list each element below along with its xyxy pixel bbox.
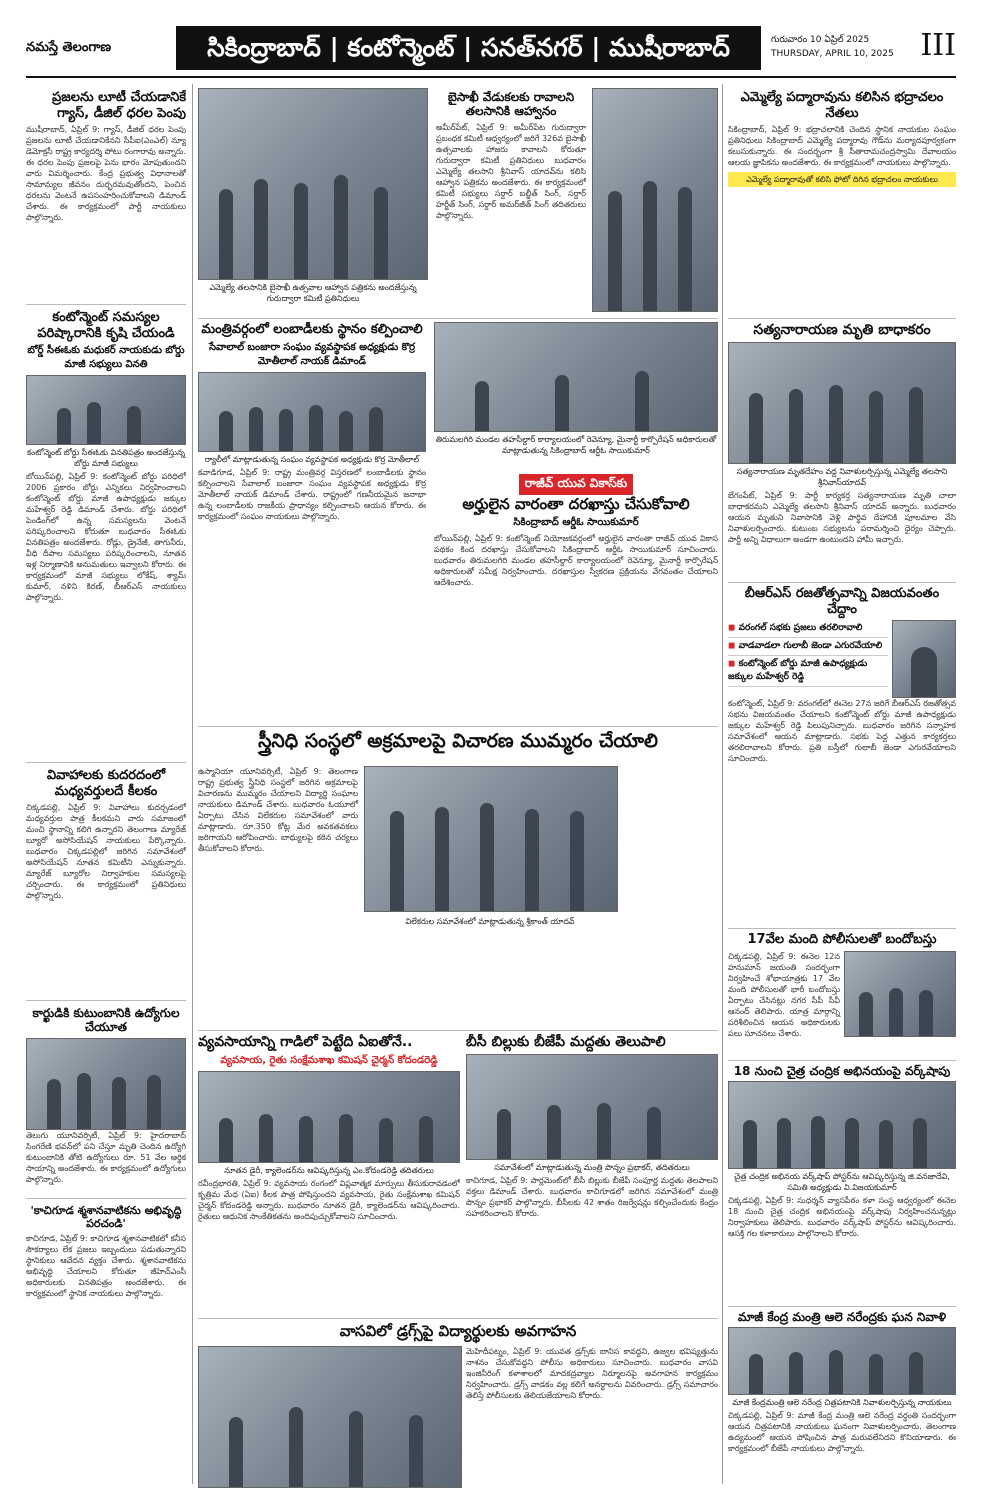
story-divider: [26, 1198, 186, 1199]
photo-caption: విలేకరుల సమావేశంలో మాట్లాడుతున్న శ్రీకాంత్ యాదవ్: [405, 917, 575, 926]
story-marriage: [26, 768, 186, 998]
story-drugs: [198, 1322, 718, 1488]
story-padmarao-photo: [592, 88, 718, 313]
headline: వివాహాలకు కుదరదంలో మధ్యవర్తులదే కీలకం: [46, 768, 166, 799]
photo: [466, 1054, 718, 1160]
headline: వ్యవసాయాన్ని గాడిలో పెట్టేది ఏఐతోనే..: [198, 1034, 413, 1050]
headline: బైసాఖీ వేడుకలకు రావాలని తలసానికి ఆహ్వానం: [447, 90, 575, 119]
story-body: చిక్కడపల్లి, ఏప్రిల్ 9: సుధర్శన్ వ్యాసపీఠం కళా సంస్థ ఆధ్వర్యంలో ఈనెల 18 నుంచి చైత్ర చంద్రిక అభినయంపై వర్క్‌షాపు నిర్వహించనున్నట్లు నిర్వాహకులు తెలిపారు. బుధవారం వర్క్‌షాప్ పోస్టర్‌ను ఆవిష్కరించారు. ఆసక్తి గల కళాకారులు పాల్గొనాలని కోరారు.: [728, 1196, 956, 1239]
story-gas-prices: [26, 90, 186, 300]
photo-caption: చైత్ర చంద్రిక అభినయ వర్క్‌షాప్ పోస్టర్‌ను ఆవిష్కరిస్తున్న జి.వనజాదేవి, సమితి అధ్యక్షుడు వి.విజయకుమార్: [734, 1172, 950, 1193]
bullet-item: ◼ వాడవాడలా గులాబీ జెండా ఎగురవేయాలి: [728, 638, 888, 656]
story-karkkudi: [26, 1006, 186, 1196]
story-agri: [198, 1034, 460, 1314]
photo-caption: సత్యనారాయణ మృతదేహం వద్ద నివాళులర్పిస్తున్న ఎమ్మెల్యే తలసాని శ్రీనివాస్‌యాదవ్: [736, 466, 948, 487]
story-body: కంటోన్మెంట్, ఏప్రిల్ 9: వరంగల్‌లో ఈనెల 27న జరిగే బీఆర్ఎస్ రజతోత్సవ సభను విజయవంతం చేయాలని కంటోన్మెంట్ బోర్డు మాజీ ఉపాధ్యక్షుడు జక్కుల మహేశ్వర్ రెడ్డి పిలుపునిచ్చారు. బుధవారం జరిగిన సన్నాహక సమావేశంలో ఆయన మాట్లాడారు. సభకు పెద్ద ఎత్తున కార్యకర్తలు తరలిరావాలని కోరారు. ప్రతి బస్తీలో గులాబీ జెండా ఎగురవేయాలని సూచించారు.: [728, 699, 956, 764]
photo-caption: ఎమ్మెల్యే పద్మారావుతో కలిసి ఫోటో దిగిన భద్రాచలం నాయకులు: [728, 172, 956, 187]
story-divider: [728, 928, 956, 929]
date-english: THURSDAY, APRIL 10, 2025: [771, 49, 894, 59]
story-divider: [26, 762, 186, 763]
story-body: కాచిగూడ, ఏప్రిల్ 9: కాచిగూడ శ్మశానవాటికలో కనీస సౌకర్యాలు లేక ప్రజలు ఇబ్బందులు పడుతున్నారని స్థానికులు ఆవేదన వ్యక్తం చేశారు. శ్మశానవాటికను అభివృద్ధి చేయాలని కోరుతూ జీహెచ్ఎంసీ అధికారులకు వినతిపత్రం అందజేశారు. ఈ కార్యక్రమంలో స్థానిక నాయకులు పాల్గొన్నారు.: [26, 1234, 186, 1299]
story-body: చిక్కడపల్లి, ఏప్రిల్ 9: మాజీ కేంద్ర మంత్రి ఆలె నరేంద్ర వర్ధంతి సందర్భంగా ఆయన చిత్రపటానికి నాయకులు ఘనంగా నివాళులర్పించారు. తెలంగాణ ఉద్యమంలో ఆయన పోషించిన పాత్ర మరువలేనిదని కొనియాడారు. ఈ కార్యక్రమంలో బీజేపీ నాయకులు పాల్గొన్నారు.: [728, 1411, 956, 1454]
story-baisakhi-photo: [198, 88, 428, 313]
masthead-rule: [26, 76, 956, 78]
story-srinidhi: [198, 730, 718, 1028]
photo-caption: కంటోన్మెంట్ బోర్డు సీఈఓకు వినతిపత్రం అందజేస్తున్న బోర్డు మాజీ సభ్యులు: [27, 448, 185, 469]
headline: 18 నుంచి చైత్ర చంద్రిక అభినయంపై వర్క్‌షాపు: [733, 1064, 951, 1078]
photo-caption: తిరుమలగిరి మండల తహసీల్దార్ కార్యాలయంలో రెవెన్యూ, మైనార్టీ కార్పొరేషన్ అధికారులతో మాట్లాడుతున్న సికింద్రాబాద్ ఆర్డీఓ సాయికుమార్: [435, 435, 717, 455]
headline: స్త్రీనిధి సంస్థలో అక్రమాలపై విచారణ ముమ్మరం చేయాలి: [258, 730, 658, 752]
story-body: చిక్కడపల్లి, ఏప్రిల్ 9: ఈనెల 12న హనుమాన్ జయంతి సందర్భంగా నిర్వహించే శోభాయాత్రకు 17 వేల మంది పోలీసులతో భారీ బందోబస్తు ఏర్పాటు చేసినట్లు నగర సీపీ సీవీ ఆనంద్ తెలిపారు. యాత్ర మార్గాన్ని పరిశీలించిన ఆయన అధికారులకు పలు సూచనలు చేశారు.: [728, 951, 840, 1038]
subheadline: వ్యవసాయ, రైతు సంక్షేమశాఖ కమిషన్ చైర్మన్ కోదండరెడ్డి: [220, 1054, 438, 1066]
headline: కార్ఖుడికి కుటుంబానికి ఉద్యోగుల చేయూత: [32, 1006, 180, 1035]
headline: సత్యనారాయణ మృతి బాధాకరం: [753, 322, 931, 338]
story-body: కాచిగూడ, ఏప్రిల్ 9: పార్లమెంట్‌లో బీసీ బిల్లుకు బీజేపీ సంపూర్ణ మద్దతు తెలపాలని వక్తలు డిమాండ్ చేశారు. బుధవారం కాచిగూడలో జరిగిన సమావేశంలో మంత్రి పొన్నం ప్రభాకర్ పాల్గొన్నారు. బీసీలకు 42 శాతం రిజర్వేషన్లు కల్పించేందుకు కేంద్రం సహకరించాలని కోరారు.: [466, 1175, 718, 1218]
headline: 'కాచిగూడ శ్మశానవాటికను అభివృద్ధి పరచండి': [30, 1204, 182, 1231]
story-cantonment: [26, 310, 186, 760]
headline: అర్హులైన వారంతా దరఖాస్తు చేసుకోవాలి: [462, 495, 690, 513]
headline: వాసవిలో డ్రగ్స్‌పై విద్యార్థులకు అవగాహన: [339, 1322, 577, 1340]
story-body: అమీర్‌పేట్, ఏప్రిల్ 9: అమీర్‌పేట గురుద్వారా ప్రబంధక కమిటీ ఆధ్వర్యంలో జరిగే 326వ బైసాఖీ ఉత్సవాలకు హాజరు కావాలని కోరుతూ గురుద్వారా కమిటీ ప్రతినిధులు బుధవారం ఎమ్మెల్యే తలసాని శ్రీనివాస్ యాదవ్‌ను కలిసి ఆహ్వాన పత్రికను అందజేశారు. ఈ కార్యక్రమంలో కమిటీ సభ్యులు సర్దార్ బల్జీత్ సింగ్, సర్దార్ హర్జీత్ సింగ్, సర్దార్ అమర్‌జీత్ సింగ్ తదితరులు పాల్గొన్నారు.: [436, 122, 586, 220]
story-body: బోయిన్‌పల్లి, ఏప్రిల్ 9: కంటోన్మెంట్ బోర్డు పరిధిలో 2006 ప్రకారం బోర్డు ఎన్నికలు నిర్వహించాలని కంటోన్మెంట్ బోర్డు మాజీ ఉపాధ్యక్షుడు జక్కుల మహేశ్వర్ రెడ్డి డిమాండ్ చేశారు. బోర్డు పరిధిలో పెండింగ్‌లో ఉన్న సమస్యలను వెంటనే పరిష్కరించాలని కోరుతూ బుధవారం సీఈఓకు వినతిపత్రం అందజేశారు. రోడ్లు, డ్రైనేజీ, తాగునీరు, వీధి దీపాల సమస్యలు పరిష్కరించాలని, నూతన ఇళ్ల నిర్మాణానికి అనుమతులు ఇవ్వాలని కోరారు. ఈ కార్యక్రమంలో మాజీ సభ్యులు లోకేష్, శ్యామ్ కుమార్, నళిని కిరణ్, బీఆర్ఎస్ నాయకులు పాల్గొన్నారు.: [26, 472, 186, 603]
bullet-item: ◼ వరంగల్ సభకు ప్రజలు తరలిరావాలి: [728, 620, 888, 638]
story-divider: [26, 1000, 186, 1001]
story-body: ఉస్మానియా యూనివర్సిటీ, ఏప్రిల్ 9: తెలంగాణ రాష్ట్ర ప్రభుత్వ స్త్రీనిధి సంస్థలో జరిగిన అక్రమాలపై విచారణను ముమ్మరం చేయాలని విద్యార్థి సంఘాల నాయకులు డిమాండ్ చేశారు. బుధవారం ఓయూలో ఏర్పాటు చేసిన విలేకరుల సమావేశంలో వారు మాట్లాడారు. రూ.350 కోట్ల మేర అవకతవకలు జరిగాయని ఆరోపించారు. బాధ్యులపై కఠిన చర్యలు తీసుకోవాలని కోరారు.: [198, 767, 358, 853]
photo: [198, 1346, 462, 1488]
date-block: [771, 33, 894, 61]
story-body: బేగంపేట్, ఏప్రిల్ 9: పార్టీ కార్యకర్త సత్యనారాయణ మృతి చాలా బాధాకరమని ఎమ్మెల్యే తలసాని శ్రీనివాస్ యాదవ్ అన్నారు. బుధవారం ఆయన మృతుని నివాసానికి వెళ్లి పార్థివ దేహానికి పూలమాల వేసి నివాళులర్పించారు. కుటుంబ సభ్యులను పరామర్శించి ధైర్యం చెప్పారు. పార్టీ అన్ని విధాలుగా అండగా ఉంటుందని హామీ ఇచ్చారు.: [728, 490, 956, 544]
story-divider: [728, 1306, 956, 1307]
story-body: సికింద్రాబాద్, ఏప్రిల్ 9: భద్రాచలానికి చెందిన స్థానిక నాయకుల సంఘం ప్రతినిధులు సికింద్రాబాద్ ఎమ్మెల్యే పద్మారావు గౌడ్‌ను మర్యాదపూర్వకంగా కలుసుకున్నారు. ఈ సందర్భంగా శ్రీ సీతారామచంద్రస్వామి దేవాలయం ఆలయ జ్ఞాపికను అందజేశారు. ఈ కార్యక్రమంలో నాయకులు పాల్గొన్నారు.: [728, 125, 956, 168]
headline: ప్రజలను లూటీ చేయడానికే గ్యాస్, డీజిల్ ధరల పెంపు: [52, 90, 186, 121]
photo-caption: నూతన డైరీ, క్యాలెండర్‌ను ఆవిష్కరిస్తున్న ఎం.కోదండరెడ్డి తదితరులు: [224, 1165, 434, 1175]
headline: 17వేల మంది పోలీసులతో బందోబస్తు: [747, 932, 937, 947]
kicker: రాజీవ్ యువ వికాస్‌కు: [519, 474, 633, 495]
story-bc: [466, 1034, 718, 1314]
story-divider: [198, 726, 718, 727]
subheadline: బోర్డ్ సీఈఓకు మధుకర్ నాయకుడు బోర్డు మాజీ సభ్యులు వినతి: [27, 345, 185, 371]
subheadline: సేవాలాల్ బంజారా సంఘం వ్యవస్థాపక అధ్యక్షుడు కొర్ర మోతీలాల్ నాయక్ డిమాండ్: [209, 341, 415, 367]
photo: [198, 1071, 460, 1163]
story-divider: [198, 318, 718, 319]
story-divider: [198, 1318, 718, 1319]
story-lambadi: [198, 322, 426, 722]
story-police: [728, 932, 956, 1058]
story-brs: [728, 586, 956, 926]
story-body: కవాడిగూడ, ఏప్రిల్ 9: రాష్ట్ర మంత్రివర్గ విస్తరణలో లంబాడీలకు స్థానం కల్పించాలని సేవాలాల్ బంజారా సంఘం వ్యవస్థాపక అధ్యక్షుడు కొర్ర మోతీలాల్ నాయక్ డిమాండ్ చేశారు. రాష్ట్రంలో గణనీయమైన జనాభా ఉన్న లంబాడీలకు రాజకీయ ప్రాధాన్యం కల్పించాలని ఆయన కోరారు. ఈ కార్యక్రమంలో సంఘం నాయకులు పాల్గొన్నారు.: [198, 467, 426, 521]
story-divider: [728, 1060, 956, 1061]
photo: [728, 1081, 956, 1169]
photo: [198, 88, 428, 280]
story-tahsildar-photo: [434, 322, 718, 470]
photo-caption: ర్యాలీలో మాట్లాడుతున్న సంఘం వ్యవస్థాపక అధ్యక్షుడు కొర్ర మోతీలాల్: [204, 454, 420, 464]
story-chitra: [728, 1064, 956, 1304]
story-body: మెహిదీపట్నం, ఏప్రిల్ 9: యువత డ్రగ్స్‌కు బానిస కావద్దని, ఉజ్వల భవిష్యత్తును నాశనం చేసుకోవద్దని పోలీసు అధికారులు సూచించారు. బుధవారం వాసవి ఇంజినీరింగ్ కళాశాలలో మాదకద్రవ్యాల నిర్మూలనపై అవగాహన కార్యక్రమం నిర్వహించారు. డ్రగ్స్ వాడకం వల్ల కలిగే అనర్థాలను వివరించారు. డ్రగ్స్ సమాచారం తెలిస్తే పోలీసులకు తెలియజేయాలని కోరారు.: [466, 1347, 718, 1400]
photo-caption: సమావేశంలో మాట్లాడుతున్న మంత్రి పొన్నం ప్రభాకర్, తదితరులు: [494, 1162, 690, 1172]
photo-caption: మాజీ కేంద్రమంత్రి ఆలె నరేంద్ర చిత్రపటానికి నివాళులర్పిస్తున్న నాయకులు: [732, 1398, 952, 1408]
masthead: [26, 26, 956, 70]
photo: [728, 342, 956, 464]
photo: [364, 766, 618, 912]
headline: బీసీ బిల్లుకు బీజేపీ మద్దతు తెలుపాలి: [466, 1034, 666, 1050]
story-baisakhi: [436, 90, 586, 310]
headline: ఎమ్మెల్యే పద్మారావును కలిసిన భద్రాచలం నేతలు: [740, 90, 944, 121]
story-tribute: [728, 1310, 956, 1488]
section-title: సికింద్రాబాద్ | కంటోన్మెంట్ | సనత్‌నగర్ | ముషీరాబాద్: [176, 26, 761, 70]
story-body: తెలుగు యూనివర్సిటీ, ఏప్రిల్ 9: హైదరాబాద్ సింగరేణి భవన్‌లో పని చేస్తూ మృతి చెందిన ఉద్యోగి కుటుంబానికి తోటి ఉద్యోగులు రూ. 51 వేల ఆర్థిక సాయాన్ని అందజేశారు. ఈ కార్యక్రమంలో ఉద్యోగులు పాల్గొన్నారు.: [26, 1130, 186, 1184]
photo: [844, 951, 956, 1037]
story-body: ముషీరాబాద్, ఏప్రిల్ 9: గ్యాస్, డీజిల్ ధరల పెంపు ప్రజలను లూటీ చేయడానికేనని సీపీఐ(ఎంఎల్) న్యూ డెమోక్రసీ రాష్ట్ర కార్యదర్శి పోటు రంగారావు అన్నారు. ఈ ధరల పెంపు ప్రజలపై పెను భారం మోపుతుందని వారు విమర్శించారు. కేంద్ర ప్రభుత్వ విధానాలతో సామాన్యుల జీవనం దుర్భరమవుతోందని, పెంచిన ధరలను వెంటనే ఉపసంహరించుకోవాలని డిమాండ్ చేశారు. ఈ కార్యక్రమంలో పార్టీ నాయకులు పాల్గొన్నారు.: [26, 125, 186, 223]
photo: [198, 372, 426, 452]
story-rajiv: [434, 472, 718, 722]
subheadline: సికింద్రాబాద్ ఆర్డీఓ సాయికుమార్: [513, 517, 639, 528]
headline: బీఆర్ఎస్ రజతోత్సవాన్ని విజయవంతం చేద్దాం: [744, 586, 940, 617]
photo: [26, 1038, 186, 1130]
headline: మంత్రివర్గంలో లంబాడీలకు స్థానం కల్పించాలి: [201, 322, 423, 337]
story-divider: [728, 318, 956, 319]
headline: మాజీ కేంద్ర మంత్రి ఆలె నరేంద్రకు ఘన నివాళి: [737, 1310, 947, 1324]
story-satyanarayana: [728, 322, 956, 580]
story-body: బోయిన్‌పల్లి, ఏప్రిల్ 9: కంటోన్మెంట్ నియోజకవర్గంలో అర్హులైన వారంతా రాజీవ్ యువ వికాస పథకం కింద దరఖాస్తు చేసుకోవాలని సికింద్రాబాద్ ఆర్డీఓ సాయికుమార్ సూచించారు. బుధవారం తిరుమలగిరి మండల తహసీల్దార్ కార్యాలయంలో రెవెన్యూ, మైనార్టీ కార్పొరేషన్ అధికారులతో సమీక్ష నిర్వహించారు. దరఖాస్తుల స్వీకరణ ప్రక్రియను వేగవంతం చేయాలని ఆదేశించారు.: [434, 534, 718, 587]
photo: [592, 88, 718, 312]
story-divider: [728, 582, 956, 583]
photo: [728, 1327, 956, 1395]
story-kachiguda: [26, 1204, 186, 1484]
page-number: III: [920, 28, 956, 63]
photo-caption: ఎమ్మెల్యే తలసానికి బైసాఖీ ఉత్సవాల ఆహ్వాన పత్రికను అందజేస్తున్న గురుద్వారా కమిటీ ప్రతినిధులు: [209, 283, 417, 303]
story-body: రవీంద్రభారతి, ఏప్రిల్ 9: వ్యవసాయ రంగంలో విప్లవాత్మక మార్పులు తీసుకురావడంలో కృత్రిమ మేధ (ఏఐ) కీలక పాత్ర పోషిస్తుందని వ్యవసాయ, రైతు సంక్షేమశాఖ కమిషన్ చైర్మన్ కోదండరెడ్డి అన్నారు. బుధవారం నూతన డైరీ, క్యాలెండర్‌ను ఆవిష్కరించారు. రైతులు ఆధునిక సాంకేతికతను అందిపుచ్చుకోవాలని సూచించారు.: [198, 1178, 460, 1221]
column-divider: [192, 84, 193, 1484]
story-padmarao: [728, 90, 956, 315]
photo: [434, 322, 718, 432]
column-divider: [722, 84, 723, 1484]
bullet-item: ◼ కంటోన్మెంట్ బోర్డు మాజీ ఉపాధ్యక్షుడు జక్కుల మహేశ్వర్ రెడ్డి: [728, 656, 888, 687]
portrait-photo: [892, 620, 956, 698]
headline: కంటోన్మెంట్ సమస్యల పరిష్కారానికి కృషి చేయండి: [37, 310, 175, 341]
date-telugu: గురువారం 10 ఏప్రిల్ 2025: [771, 35, 870, 45]
paper-name: నమస్తే తెలంగాణ: [26, 40, 112, 55]
story-body: చిక్కడపల్లి, ఏప్రిల్ 9: వివాహాలు కుదర్చడంలో మధ్యవర్తుల పాత్ర కీలకమని వారు సమాజంలో మంచి స్థానాన్ని కలిగి ఉన్నారని తెలంగాణ మ్యారేజ్ బ్యూరో అసోసియేషన్ నాయకులు పేర్కొన్నారు. బుధవారం చిక్కడపల్లిలో జరిగిన సమావేశంలో అసోసియేషన్ నూతన కమిటీని ఎన్నుకున్నారు. మ్యారేజ్ బ్యూరోల నిర్వాహకుల సమస్యలపై చర్చించారు. ఈ కార్యక్రమంలో ప్రతినిధులు పాల్గొన్నారు.: [26, 803, 186, 901]
story-divider: [198, 1030, 718, 1031]
photo: [26, 375, 186, 445]
story-divider: [26, 304, 186, 305]
